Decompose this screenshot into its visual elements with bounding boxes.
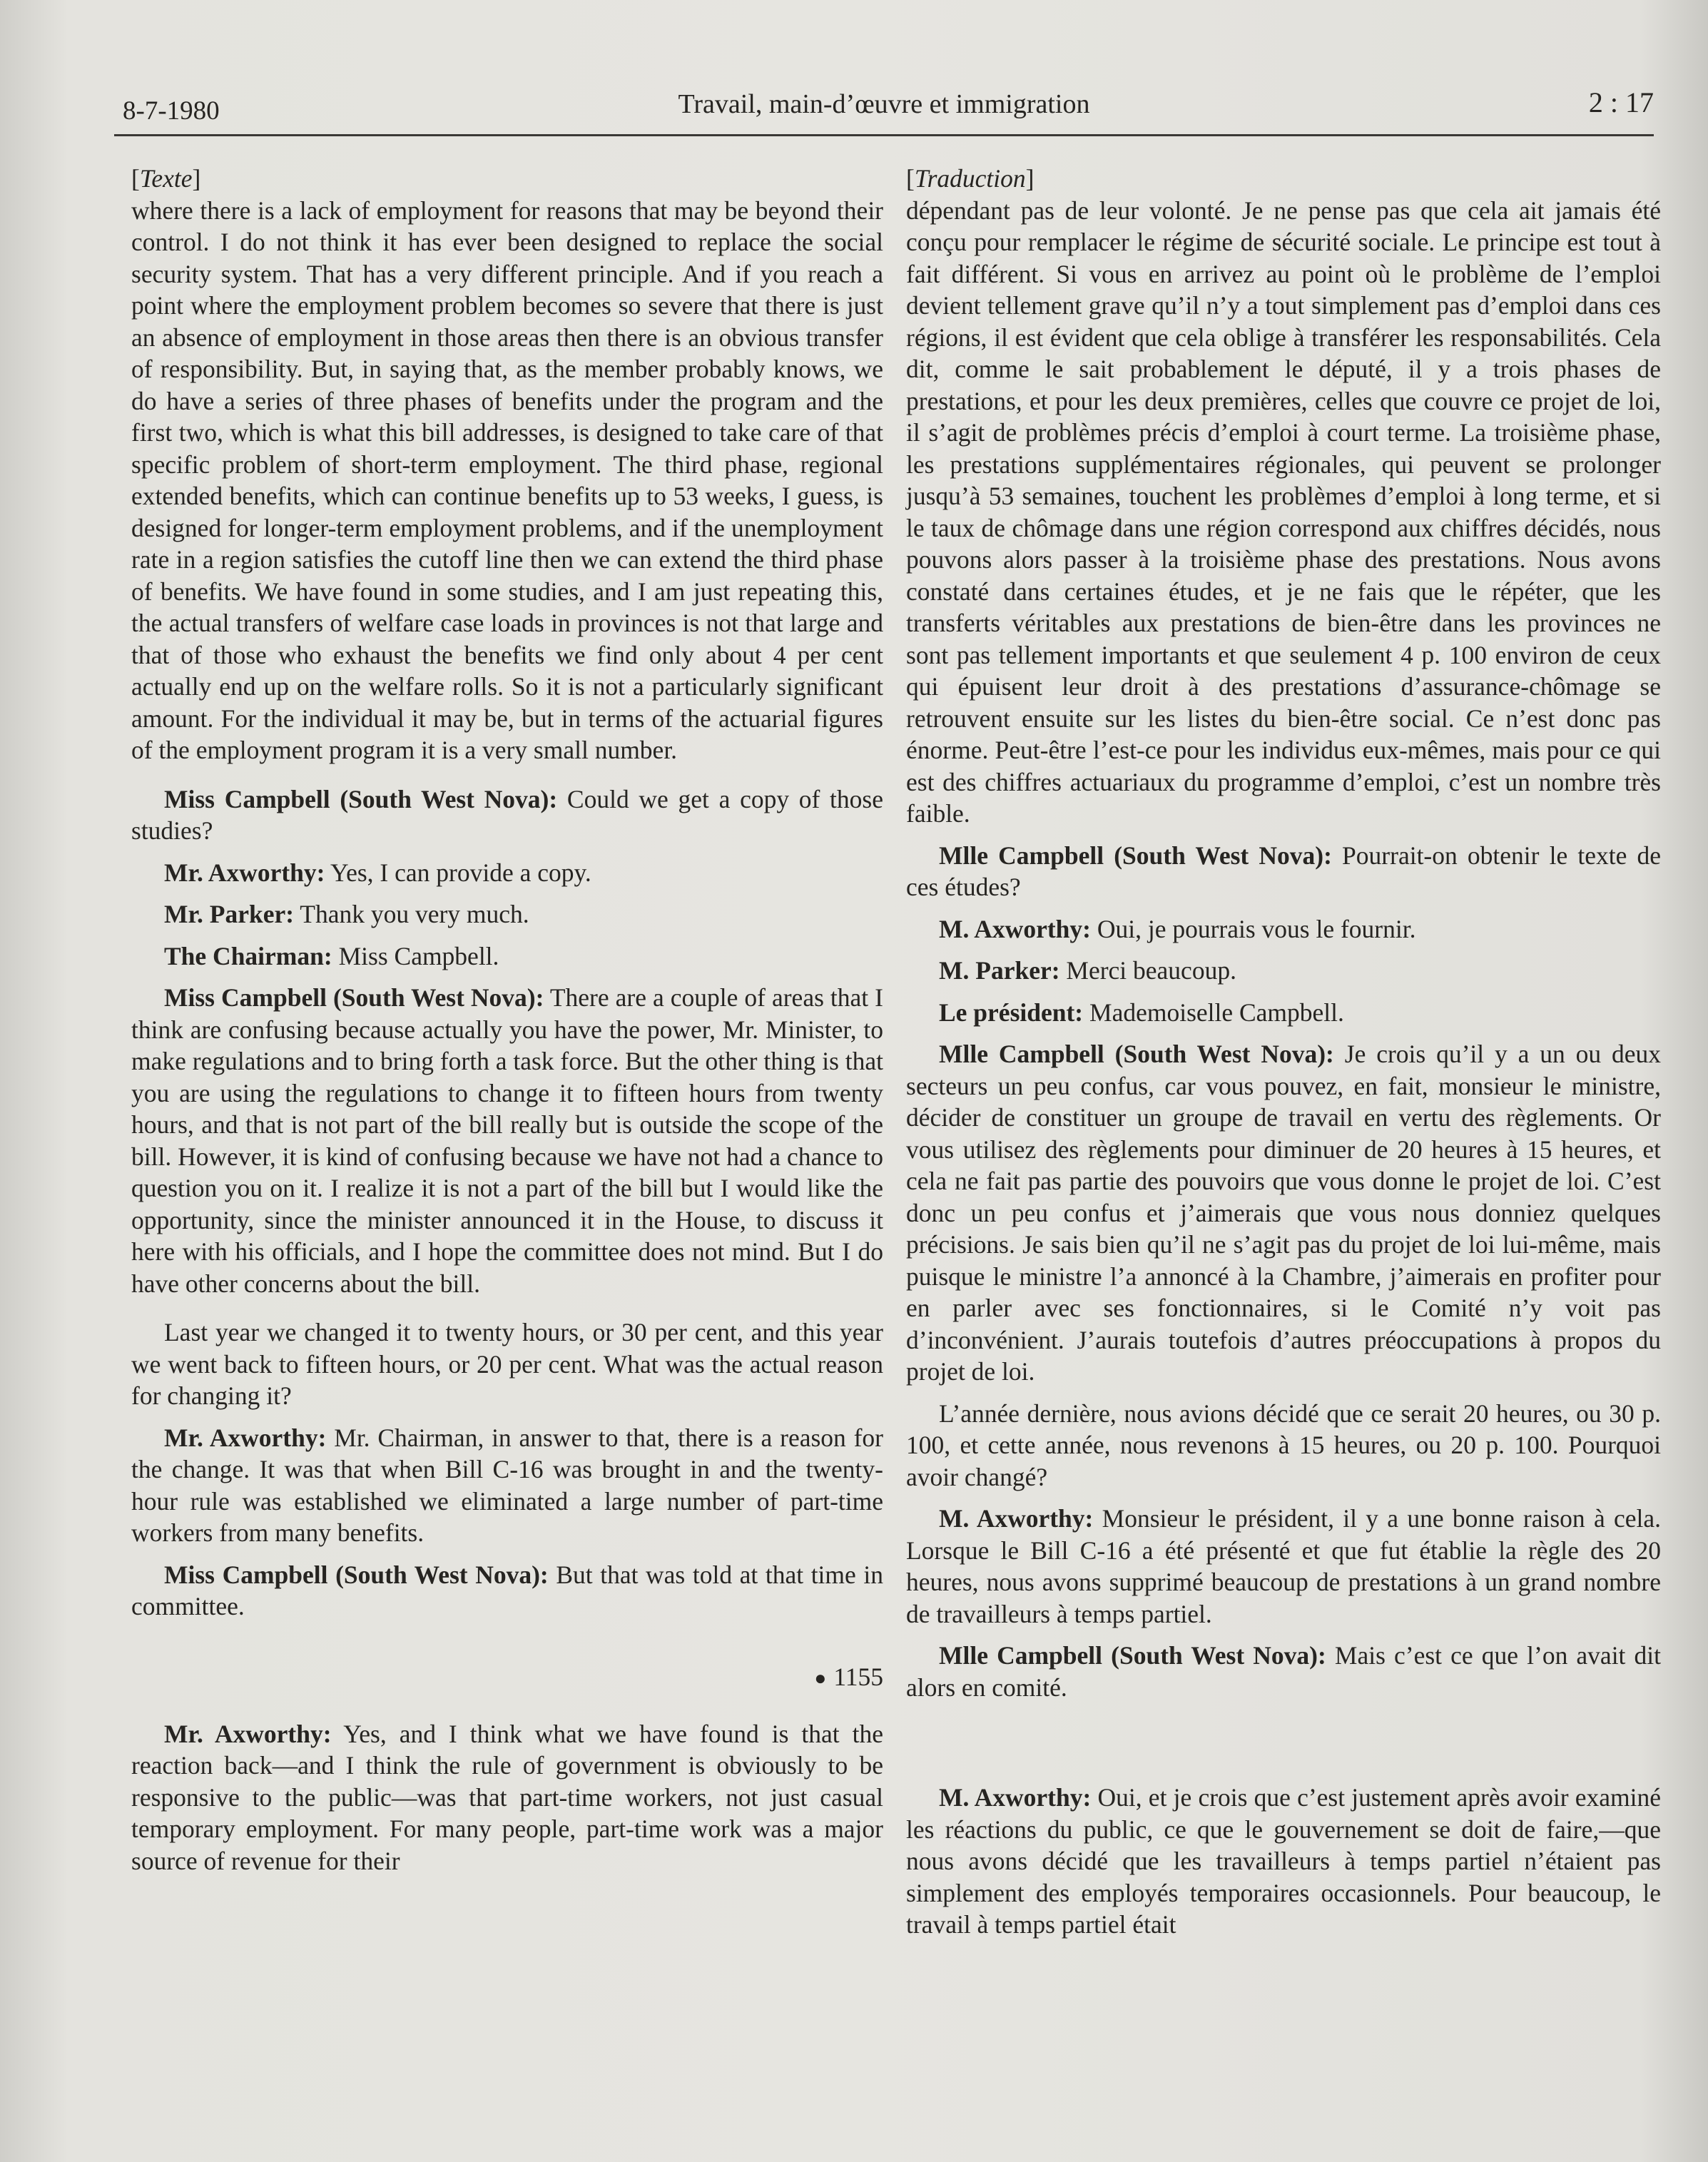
paragraph: where there is a lack of employment for reasons that may be beyond their control. I do not think it has ever been designed to replace the social security system. That has a very different principle. And if you reach a point where the employment problem becomes so severe that there is just an absence of employment in those areas then there is an obvious transfer of responsibility. But, in saying that, as the member probably knows, we do have a series of three phases of benefits under the program and the first two, which is what this bill addresses, is designed to take care of that specific problem of short-term employment. The third phase, regional extended benefits, which can continue benefits up to 53 weeks, I guess, is designed for longer-term employment problems, and if the unemployment rate in a region satisfies the cutoff line then we can extend the third phase of benefits. We have found in some studies, and I am just repeating this, the actual transfers of welfare case loads in provinces is not that large and that of those who exhaust the benefits we find only about 4 per cent actually end up on the welfare rolls. So it is not a particularly significant amount. For the individual it may be, but in terms of the actuarial figures of the employment program it is a very small number. <box>131 196 883 764</box>
speaker: Mlle Campbell (South West Nova): <box>939 841 1332 870</box>
speech: Miss Campbell (South West Nova): There are a couple of areas that I think are confusing because actually you have the power, Mr. Minister, to make regulations and to bring forth a task force. But the other thing is that you are using the regulations to change it to fifteen hours from twenty hours, and that is not part of the bill really but is outside the scope of the bill. However, it is kind of confusing because we have not had a chance to question you on it. I realize it is not a part of the bill but I would like the opportunity, since the minister announced it in the House, to discuss it here with his officials, and I hope the committee does not mind. But I do have other concerns about the bill. <box>131 983 883 1298</box>
speech: Mr. Axworthy: Mr. Chairman, in answer to that, there is a reason for the change. It was that when Bill C-16 was brought in and the twenty-hour rule was established we eliminated a large number of part-time workers from many benefits. <box>131 1423 883 1547</box>
header-page-number: 2 : 17 <box>1588 86 1654 118</box>
speaker: Mr. Axworthy: <box>164 1423 327 1452</box>
speech: Miss Campbell (South West Nova): But that was told at that time in committee. <box>131 1560 883 1620</box>
page-header <box>114 84 1654 136</box>
speech: Mlle Campbell (South West Nova): Pourrait-on obtenir le texte de ces études? <box>906 841 1661 901</box>
speech: Mr. Axworthy: Yes, and I think what we have found is that the reaction back—and I think the rule of government is obviously to be responsive to the public—was that part-time workers, not just casual temporary employment. For many people, part-time work was a major source of revenue for their <box>131 1719 883 1875</box>
paragraph: Last year we changed it to twenty hours, or 30 per cent, and this year we went back to fifteen hours, or 20 per cent. What was the actual reason for changing it? <box>131 1318 883 1410</box>
header-title: Travail, main-d’œuvre et immigration <box>678 89 1090 119</box>
speaker: M. Axworthy: <box>939 914 1091 943</box>
speaker: Mr. Parker: <box>164 900 295 928</box>
speech: Le président: Mademoiselle Campbell. <box>939 998 1344 1027</box>
speaker: Le président: <box>939 998 1084 1027</box>
speech: Mlle Campbell (South West Nova): Je crois qu’il y a un ou deux secteurs un peu confus, car vous pouvez, en fait, monsieur le ministre, décider de constituer un groupe de travail en vertu des règlements. Or vous utilisez des règlements pour diminuer de 20 heures à 15 heures, et cela ne fait pas partie des pouvoirs que vous donne le projet de loi. C’est donc un peu confus et j’aimerais que vous nous donniez quelques précisions. Je sais bien qu’il ne s’agit pas du projet de loi lui-même, mais puisque le ministre l’a annoncé à la Chambre, j’aimerais en profiter pour en parler avec ses fonctionnaires, si le Comité n’y voit pas d’inconvénient. J’aurais toutefois d’autres préoccupations à propos du projet de loi. <box>906 1040 1662 1386</box>
speaker: M. Axworthy: <box>939 1783 1092 1812</box>
speaker: Mr. Axworthy: <box>164 858 325 887</box>
speaker: M. Axworthy: <box>939 1504 1094 1533</box>
time-marker: ● 1155 <box>814 1662 883 1691</box>
speech: M. Axworthy: Oui, je pourrais vous le fournir. <box>939 914 1416 943</box>
speaker: Miss Campbell (South West Nova): <box>164 1560 549 1589</box>
speech: M. Axworthy: Monsieur le président, il y a une bonne raison à cela. Lorsque le Bill C-16 a été présenté et que fut établie la règle des 20 heures, nous avons supprimé beaucoup de prestations à un grand nombre de travailleurs à temps partiel. <box>906 1504 1662 1628</box>
speech: Mr. Parker: Thank you very much. <box>164 900 529 928</box>
english-column <box>131 163 883 1877</box>
speaker: Miss Campbell (South West Nova): <box>164 983 544 1012</box>
speaker: Mr. Axworthy: <box>164 1719 332 1748</box>
speech: Mlle Campbell (South West Nova): Mais c’est ce que l’on avait dit alors en comité. <box>906 1641 1662 1702</box>
header-date: 8-7-1980 <box>123 96 220 126</box>
speech: The Chairman: Miss Campbell. <box>164 941 499 970</box>
speaker: M. Parker: <box>939 956 1060 985</box>
speech: M. Axworthy: Oui, et je crois que c’est justement après avoir examiné les réactions du public, ce que le gouvernement se doit de faire,—que nous avons décidé que les travailleurs à temps partiel n’étaient pas simplement des employés temporaires occasionnels. Pour beaucoup, le travail à temps partiel était <box>906 1783 1662 1939</box>
language-tag: [Traduction] <box>906 164 1035 193</box>
french-column <box>906 163 1661 1941</box>
speech: Miss Campbell (South West Nova): Could we get a copy of those studies? <box>131 784 883 845</box>
speaker: Mlle Campbell (South West Nova): <box>939 1040 1334 1068</box>
speaker: Miss Campbell (South West Nova): <box>164 784 558 813</box>
speaker: The Chairman: <box>164 941 332 970</box>
language-tag: [Texte] <box>131 164 201 193</box>
speech: Mr. Axworthy: Yes, I can provide a copy. <box>164 858 591 887</box>
bullet-icon: ● <box>814 1668 827 1690</box>
speaker: Mlle Campbell (South West Nova): <box>939 1641 1326 1670</box>
speech: M. Parker: Merci beaucoup. <box>939 956 1236 985</box>
paragraph: L’année dernière, nous avions décidé que ce serait 20 heures, ou 30 p. 100, et cette année, nous revenons à 15 heures, ou 20 p. 100. Pourquoi avoir changé? <box>906 1399 1661 1491</box>
paragraph: dépendant pas de leur volonté. Je ne pense pas que cela ait jamais été conçu pour remplacer le régime de sécurité sociale. Le principe est tout à fait différent. Si vous en arrivez au point où le problème de l’emploi devient tellement grave qu’il n’y a tout simplement pas d’emploi dans ces régions, il est évident que cela oblige à transférer les responsabilités. Cela dit, comme le sait probablement le député, il y a trois phases de prestations, et pour les deux premières, celles que couvre ce projet de loi, il s’agit de problèmes précis d’emploi à court terme. La troisième phase, les prestations supplémentaires régionales, qui peuvent se prolonger jusqu’à 53 semaines, touchent les problèmes d’emploi à long terme, et si le taux de chômage dans une région correspond aux chiffres décidés, nous pouvons alors passer à la troisième phase des prestations. Nous avons constaté dans certaines études, et je ne fais que le répéter, que les transferts véritables aux prestations de bien-être dans les provinces ne sont pas tellement importants et que seulement 4 p. 100 environ de ceux qui épuisent leur droit à des prestations d’assurance-chômage se retrouvent ensuite sur les listes du bien-être social. Ce n’est donc pas énorme. Peut-être l’est-ce pour les individus eux-mêmes, mais pour ce qui est des chiffres actuariaux du programme d’emploi, c’est un nombre très faible. <box>906 196 1661 828</box>
